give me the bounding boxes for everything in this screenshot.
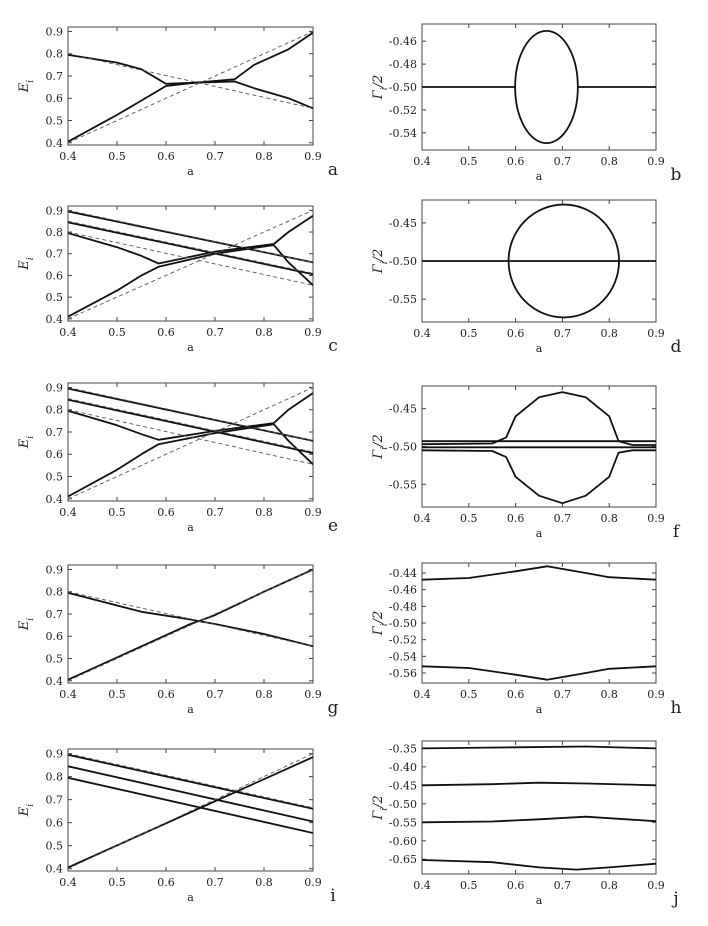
y-tick-label: 0.6 <box>45 448 63 462</box>
x-tick-label: 0.8 <box>255 688 273 701</box>
y-tick-label: 0.7 <box>45 247 63 261</box>
x-tick-label: 0.9 <box>647 327 665 340</box>
x-tick-label: 0.7 <box>206 688 224 701</box>
y-axis-label: $E_i$ <box>17 79 36 93</box>
y-tick-label: 0.8 <box>45 770 63 784</box>
series-group <box>422 392 656 503</box>
y-tick-label: -0.52 <box>388 633 417 647</box>
series-4-line <box>422 860 656 870</box>
y-tick-label: -0.40 <box>388 760 417 774</box>
panel-f <box>371 386 681 542</box>
y-tick-label: -0.55 <box>388 478 417 492</box>
x-tick-label: 0.7 <box>553 879 572 892</box>
y-tick-label: 0.5 <box>45 114 63 128</box>
x-axis-label: a <box>187 703 194 716</box>
y-tick-label: 0.5 <box>45 839 63 853</box>
x-tick-label: 0.8 <box>255 326 273 339</box>
x-tick-label: 0.6 <box>506 688 525 701</box>
series-3-line <box>68 778 313 833</box>
x-tick-label: 0.6 <box>506 155 525 168</box>
y-tick-label: 0.9 <box>45 747 63 761</box>
y-tick-label: 0.6 <box>45 92 63 106</box>
series-4-dashed-line <box>68 32 313 143</box>
y-tick-label: -0.54 <box>388 650 417 664</box>
x-tick-label: 0.8 <box>600 688 618 701</box>
y-tick-label: -0.48 <box>388 58 417 72</box>
y-axis-label: $\Gamma_i/2$ <box>371 434 390 459</box>
x-tick-label: 0.8 <box>255 506 273 519</box>
x-tick-label: 0.8 <box>255 150 273 163</box>
x-axis-label: a <box>187 165 194 178</box>
x-tick-label: 0.6 <box>157 506 175 519</box>
series-5-dashed-line <box>68 210 313 318</box>
y-tick-label: -0.46 <box>388 583 417 597</box>
y-tick-label: 0.4 <box>45 862 63 876</box>
y-tick-label: -0.50 <box>388 617 417 630</box>
series-group <box>68 210 313 318</box>
panel-i <box>17 748 336 906</box>
panel-h <box>371 563 682 718</box>
series-4-line <box>68 245 313 317</box>
y-tick-label: -0.52 <box>388 103 417 117</box>
x-tick-label: 0.9 <box>647 688 665 701</box>
panel-letter: b <box>670 165 682 185</box>
x-tick-label: 0.4 <box>413 512 431 525</box>
panel-e <box>17 381 338 536</box>
y-tick-label: 0.9 <box>45 204 63 218</box>
panel-letter: e <box>327 516 339 536</box>
panel-j <box>371 741 679 909</box>
plot-frame <box>422 563 656 683</box>
y-tick-label: 0.4 <box>45 312 63 326</box>
y-tick-label: 0.7 <box>45 793 63 807</box>
y-tick-label: 0.9 <box>45 381 63 395</box>
x-tick-label: 0.4 <box>413 688 431 701</box>
y-tick-label: -0.46 <box>388 35 417 49</box>
y-tick-label: -0.45 <box>388 216 417 230</box>
series-group <box>422 747 656 870</box>
x-tick-label: 0.5 <box>108 506 126 519</box>
series-group <box>68 754 313 869</box>
y-tick-label: 0.9 <box>45 25 63 39</box>
y-axis-label: $E_i$ <box>17 803 36 817</box>
x-tick-label: 0.9 <box>304 506 322 519</box>
panel-letter: j <box>673 889 679 909</box>
y-tick-label: 0.5 <box>45 652 63 666</box>
x-tick-label: 0.6 <box>506 512 525 525</box>
y-tick-label: -0.35 <box>388 742 417 756</box>
x-tick-label: 0.9 <box>304 150 322 163</box>
y-tick-label: -0.45 <box>388 779 417 793</box>
series-1-line <box>422 566 656 579</box>
x-tick-label: 0.6 <box>506 327 525 340</box>
x-tick-label: 0.7 <box>553 155 572 168</box>
series-group <box>422 205 656 318</box>
x-tick-label: 0.4 <box>59 326 77 339</box>
y-axis-label: $E_i$ <box>17 257 36 270</box>
x-tick-label: 0.4 <box>413 879 431 892</box>
plot-frame <box>68 383 313 501</box>
series-2-line <box>68 570 313 680</box>
series-1-line <box>422 392 656 445</box>
x-tick-label: 0.8 <box>600 512 618 525</box>
x-axis-label: a <box>535 894 543 907</box>
x-axis-label: a <box>187 891 194 904</box>
y-tick-label: -0.55 <box>388 816 417 830</box>
panel-a <box>17 25 338 180</box>
x-tick-label: 0.8 <box>600 327 618 340</box>
series-3-dashed-line <box>68 54 313 109</box>
y-tick-label: 0.6 <box>45 630 63 644</box>
y-axis-label: $\Gamma_i/2$ <box>371 610 390 636</box>
panel-letter: g <box>327 698 339 718</box>
x-tick-label: 0.5 <box>460 512 478 525</box>
y-tick-label: -0.56 <box>388 667 417 680</box>
x-tick-label: 0.4 <box>59 688 77 701</box>
y-tick-label: 0.4 <box>45 674 63 688</box>
x-axis-label: a <box>187 521 194 534</box>
panel-b <box>371 24 682 185</box>
x-tick-label: 0.9 <box>304 326 322 339</box>
y-axis-label: $\Gamma_i/2$ <box>371 248 390 274</box>
x-axis-label: a <box>535 527 543 540</box>
x-tick-label: 0.9 <box>647 879 665 892</box>
series-2-line <box>422 666 656 679</box>
x-tick-label: 0.9 <box>304 876 322 889</box>
y-tick-label: -0.44 <box>388 567 417 580</box>
y-tick-label: -0.48 <box>388 600 417 614</box>
series-group <box>68 570 313 681</box>
x-tick-label: 0.7 <box>206 506 224 519</box>
panel-letter: c <box>328 336 338 356</box>
y-tick-label: -0.55 <box>388 293 417 307</box>
series-7-dashed-line <box>68 399 313 452</box>
y-axis-label: $\Gamma_i/2$ <box>371 74 390 100</box>
panel-c <box>17 204 338 356</box>
series-1-line <box>68 755 313 809</box>
y-tick-label: 0.4 <box>45 492 63 506</box>
x-tick-label: 0.6 <box>157 326 175 339</box>
y-tick-label: 0.9 <box>45 563 63 577</box>
y-tick-label: 0.5 <box>45 291 63 305</box>
x-axis-label: a <box>187 341 194 354</box>
panel-letter: d <box>670 337 682 357</box>
plot-frame <box>68 206 313 321</box>
x-tick-label: 0.8 <box>600 155 618 168</box>
y-tick-label: -0.54 <box>388 126 417 140</box>
series-6-dashed-line <box>68 410 313 465</box>
x-tick-label: 0.5 <box>108 876 126 889</box>
y-tick-label: 0.8 <box>45 47 63 61</box>
x-tick-label: 0.7 <box>206 326 224 339</box>
panel-letter: f <box>672 522 680 542</box>
y-tick-label: 0.5 <box>45 470 63 484</box>
y-tick-label: -0.50 <box>388 255 417 268</box>
y-tick-label: -0.65 <box>388 853 417 867</box>
x-tick-label: 0.6 <box>157 150 175 163</box>
y-tick-label: 0.8 <box>45 226 63 240</box>
y-axis-label: $E_i$ <box>17 435 36 449</box>
y-tick-label: 0.7 <box>45 607 63 621</box>
series-group <box>422 566 656 679</box>
x-tick-label: 0.9 <box>647 155 665 168</box>
x-tick-label: 0.4 <box>59 506 77 519</box>
x-tick-label: 0.9 <box>647 512 665 525</box>
y-axis-label: $E_i$ <box>17 617 36 631</box>
series-1-line <box>422 747 656 749</box>
x-tick-label: 0.7 <box>206 150 224 163</box>
x-tick-label: 0.5 <box>108 150 126 163</box>
y-tick-label: 0.6 <box>45 816 63 830</box>
y-tick-label: -0.45 <box>388 402 417 416</box>
x-tick-label: 0.5 <box>108 326 126 339</box>
y-tick-label: 0.7 <box>45 425 63 439</box>
y-axis-label: $\Gamma_i/2$ <box>371 795 390 820</box>
panel-letter: i <box>330 886 336 906</box>
y-tick-label: -0.50 <box>388 81 417 94</box>
x-tick-label: 0.8 <box>600 879 618 892</box>
x-tick-label: 0.6 <box>157 688 175 701</box>
x-tick-label: 0.4 <box>59 876 77 889</box>
x-tick-label: 0.9 <box>304 688 322 701</box>
x-axis-label: a <box>535 170 543 183</box>
panel-d <box>371 200 682 357</box>
x-tick-label: 0.5 <box>108 688 126 701</box>
x-axis-label: a <box>535 342 543 355</box>
plot-frame <box>68 27 313 145</box>
y-tick-label: 0.4 <box>45 136 63 150</box>
x-tick-label: 0.4 <box>413 155 431 168</box>
panel-letter: h <box>670 698 682 718</box>
x-tick-label: 0.7 <box>553 327 572 340</box>
y-tick-label: 0.6 <box>45 269 63 283</box>
series-3-line <box>422 817 656 823</box>
x-tick-label: 0.5 <box>460 879 478 892</box>
x-tick-label: 0.6 <box>157 876 175 889</box>
y-tick-label: -0.50 <box>388 797 417 811</box>
y-tick-label: 0.8 <box>45 585 63 599</box>
x-tick-label: 0.5 <box>460 688 478 701</box>
series-group <box>68 388 313 499</box>
x-tick-label: 0.8 <box>255 876 273 889</box>
plot-frame <box>68 749 313 871</box>
series-1-line <box>68 33 313 84</box>
y-tick-label: 0.7 <box>45 69 63 83</box>
x-tick-label: 0.5 <box>460 155 478 168</box>
x-tick-label: 0.7 <box>206 876 224 889</box>
series-2-line <box>422 783 656 786</box>
y-tick-label: -0.60 <box>388 834 417 848</box>
x-tick-label: 0.6 <box>506 879 525 892</box>
series-6-dashed-line <box>68 754 313 808</box>
series-2-line <box>68 82 313 142</box>
series-2-line <box>422 450 656 503</box>
series-group <box>68 32 313 143</box>
x-tick-label: 0.4 <box>413 327 431 340</box>
x-tick-label: 0.7 <box>553 512 572 525</box>
plot-frame <box>422 741 656 874</box>
series-3-curve <box>515 31 578 143</box>
panel-g <box>17 563 339 718</box>
x-tick-label: 0.7 <box>553 688 572 701</box>
x-tick-label: 0.5 <box>460 327 478 340</box>
series-5-dashed-line <box>68 388 313 499</box>
series-group <box>422 31 656 143</box>
x-tick-label: 0.4 <box>59 150 77 163</box>
y-tick-label: 0.8 <box>45 403 63 417</box>
y-tick-label: -0.50 <box>388 440 417 454</box>
panel-letter: a <box>327 160 339 180</box>
x-axis-label: a <box>535 703 543 716</box>
